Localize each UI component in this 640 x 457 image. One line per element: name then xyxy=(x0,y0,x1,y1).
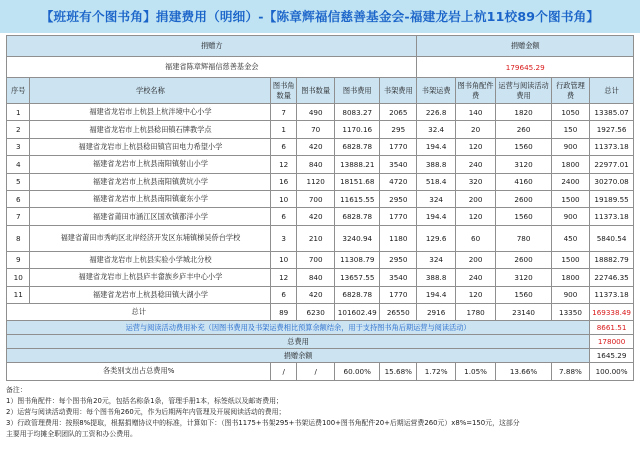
row-index: 9 xyxy=(7,251,30,268)
shelf-cost: 2950 xyxy=(380,251,417,268)
book-cost: 8083.27 xyxy=(335,104,380,121)
accessory-cost: 140 xyxy=(455,104,496,121)
ratio-value: / xyxy=(296,363,334,380)
shelf-shipping: 194.4 xyxy=(417,208,455,225)
donor-header: 捐赠方 xyxy=(7,36,417,57)
book-count: 490 xyxy=(296,104,334,121)
book-count: 420 xyxy=(296,286,334,303)
book-count: 1120 xyxy=(296,173,334,190)
book-cost: 6828.78 xyxy=(335,208,380,225)
admin-cost: 2400 xyxy=(551,173,589,190)
table-row xyxy=(7,138,634,155)
note-line: 备注： xyxy=(6,386,27,394)
donor-header-row xyxy=(7,36,634,57)
book-count: 420 xyxy=(296,208,334,225)
grand-total: 169338.49 xyxy=(590,303,634,320)
school-name: 福建省龙岩市上杭县稔田镇大湖小学 xyxy=(30,286,271,303)
admin-cost: 1500 xyxy=(551,251,589,268)
accessory-cost: 60 xyxy=(455,225,496,251)
table-row xyxy=(7,156,634,173)
corner-count: 6 xyxy=(271,138,297,155)
operation-cost: 2600 xyxy=(496,251,551,268)
table-row xyxy=(7,208,634,225)
school-name: 福建省龙岩市上杭县南阳镇射山小学 xyxy=(30,156,271,173)
row-total: 1927.56 xyxy=(590,121,634,138)
page-title: 【班班有个图书角】捐建费用（明细）-【陈章辉福信慈善基金会-福建龙岩上杭11校89个图书角】 xyxy=(0,0,640,33)
shelf-cost: 3540 xyxy=(380,156,417,173)
operation-cost: 3120 xyxy=(496,269,551,286)
col-book-count: 图书数量 xyxy=(296,78,334,104)
accessory-cost: 120 xyxy=(455,208,496,225)
corner-count: 12 xyxy=(271,269,297,286)
col-accessory-cost: 图书角配件费 xyxy=(455,78,496,104)
note-line: 2）运营与阅读活动费用：每个图书角260元，作为后期两年内管理及开展阅读活动的费用； xyxy=(6,408,286,417)
shelf-shipping: 32.4 xyxy=(417,121,455,138)
donation-balance-row xyxy=(7,349,634,363)
book-cost: 11308.79 xyxy=(335,251,380,268)
shelf-shipping: 388.8 xyxy=(417,156,455,173)
donation-balance-value: 1645.29 xyxy=(590,349,634,363)
note-line: 1）图书角配件：每个图书角20元，包括名称条1条，管理手册1本，标签纸以及邮寄费用； xyxy=(6,397,283,406)
row-index: 4 xyxy=(7,156,30,173)
book-count: 840 xyxy=(296,156,334,173)
row-index: 6 xyxy=(7,190,30,207)
amount-header: 捐赠金额 xyxy=(417,36,634,57)
notes xyxy=(6,385,634,440)
school-name: 福建省莆田市秀屿区北岸经济开发区东埔镇梯吴侨台学校 xyxy=(30,225,271,251)
operation-cost: 3120 xyxy=(496,156,551,173)
accessory-cost: 320 xyxy=(455,173,496,190)
col-book-cost: 图书费用 xyxy=(335,78,380,104)
accessory-cost: 240 xyxy=(455,156,496,173)
total-value: 26550 xyxy=(380,303,417,320)
book-count: 210 xyxy=(296,225,334,251)
col-admin-cost: 行政管理费 xyxy=(551,78,589,104)
row-total: 13385.07 xyxy=(590,104,634,121)
admin-cost: 1800 xyxy=(551,156,589,173)
col-corner-count: 图书角数量 xyxy=(271,78,297,104)
data-rows xyxy=(7,104,634,304)
ratio-value: 60.00% xyxy=(335,363,380,380)
row-total: 22977.01 xyxy=(590,156,634,173)
school-name: 福建省龙岩市上杭县南阳镇黄坑小学 xyxy=(30,173,271,190)
book-count: 700 xyxy=(296,190,334,207)
corner-count: 1 xyxy=(271,121,297,138)
corner-count: 6 xyxy=(271,208,297,225)
note-line: 主要用于均摊全职团队的工资和办公费用。 xyxy=(6,430,137,439)
col-index: 序号 xyxy=(7,78,30,104)
shelf-shipping: 226.8 xyxy=(417,104,455,121)
total-fee-row xyxy=(7,335,634,349)
expense-table xyxy=(6,35,634,381)
corner-count: 6 xyxy=(271,286,297,303)
row-total: 18882.79 xyxy=(590,251,634,268)
row-total: 19189.55 xyxy=(590,190,634,207)
operation-cost: 260 xyxy=(496,121,551,138)
shelf-shipping: 194.4 xyxy=(417,138,455,155)
admin-cost: 900 xyxy=(551,208,589,225)
shelf-cost: 1770 xyxy=(380,286,417,303)
corner-count: 3 xyxy=(271,225,297,251)
admin-cost: 900 xyxy=(551,138,589,155)
total-value: 6230 xyxy=(296,303,334,320)
ratio-value: 15.68% xyxy=(380,363,417,380)
row-total: 11373.18 xyxy=(590,138,634,155)
col-shelf-shipping: 书架运费 xyxy=(417,78,455,104)
accessory-cost: 200 xyxy=(455,251,496,268)
row-index: 2 xyxy=(7,121,30,138)
note-line: 3）行政管理费用：按照8%提取，根据捐赠协议中的标准，计算如下：（图书1175+书架295+书架运费100+图书角配件20+后期运营费260元）x8%=150元，这部分 xyxy=(6,419,520,428)
book-cost: 13888.21 xyxy=(335,156,380,173)
ratio-value: 7.88% xyxy=(551,363,589,380)
corner-count: 16 xyxy=(271,173,297,190)
row-index: 5 xyxy=(7,173,30,190)
shelf-shipping: 194.4 xyxy=(417,286,455,303)
total-row xyxy=(7,303,634,320)
shelf-cost: 3540 xyxy=(380,269,417,286)
table-row xyxy=(7,190,634,207)
book-cost: 3240.94 xyxy=(335,225,380,251)
donor-row xyxy=(7,57,634,78)
row-index: 8 xyxy=(7,225,30,251)
table-row xyxy=(7,173,634,190)
donation-amount: 179645.29 xyxy=(417,57,634,78)
operation-cost: 1560 xyxy=(496,286,551,303)
col-school: 学校名称 xyxy=(30,78,271,104)
book-count: 420 xyxy=(296,138,334,155)
shelf-cost: 1180 xyxy=(380,225,417,251)
donation-balance-label: 捐赠余额 xyxy=(7,349,590,363)
ratio-value: 100.00% xyxy=(590,363,634,380)
book-cost: 18151.68 xyxy=(335,173,380,190)
book-count: 700 xyxy=(296,251,334,268)
total-value: 89 xyxy=(271,303,297,320)
table-row xyxy=(7,286,634,303)
shelf-cost: 295 xyxy=(380,121,417,138)
ratio-row xyxy=(7,363,634,380)
accessory-cost: 20 xyxy=(455,121,496,138)
school-name: 福建省龙岩市上杭县庐丰畲族乡庐丰中心小学 xyxy=(30,269,271,286)
corner-count: 7 xyxy=(271,104,297,121)
school-name: 福建省龙岩市上杭县稔田镇石牌教学点 xyxy=(30,121,271,138)
row-index: 3 xyxy=(7,138,30,155)
school-name: 福建省龙岩市上杭县上杭泮境中心小学 xyxy=(30,104,271,121)
ratio-label: 各类别支出占总费用% xyxy=(7,363,271,380)
school-name: 福建省莆田市涵江区国欢镇都洋小学 xyxy=(30,208,271,225)
shelf-cost: 2950 xyxy=(380,190,417,207)
admin-cost: 150 xyxy=(551,121,589,138)
shelf-cost: 1770 xyxy=(380,138,417,155)
book-cost: 6828.78 xyxy=(335,286,380,303)
row-total: 11373.18 xyxy=(590,208,634,225)
ratio-value: 13.66% xyxy=(496,363,551,380)
row-total: 30270.08 xyxy=(590,173,634,190)
col-total: 总计 xyxy=(590,78,634,104)
accessory-cost: 200 xyxy=(455,190,496,207)
table-row xyxy=(7,269,634,286)
total-fee-label: 总费用 xyxy=(7,335,590,349)
accessory-cost: 240 xyxy=(455,269,496,286)
corner-count: 10 xyxy=(271,190,297,207)
book-count: 840 xyxy=(296,269,334,286)
ratio-value: 1.05% xyxy=(455,363,496,380)
book-cost: 11615.55 xyxy=(335,190,380,207)
operation-cost: 1560 xyxy=(496,208,551,225)
column-header-row xyxy=(7,78,634,104)
ratio-value: / xyxy=(271,363,297,380)
col-operation-cost: 运营与阅读活动费用 xyxy=(496,78,551,104)
total-value: 23140 xyxy=(496,303,551,320)
accessory-cost: 120 xyxy=(455,138,496,155)
corner-count: 10 xyxy=(271,251,297,268)
school-name: 福建省龙岩市上杭县实验小学城北分校 xyxy=(30,251,271,268)
book-count: 70 xyxy=(296,121,334,138)
school-name: 福建省龙岩市上杭县稔田镇官田电力希望小学 xyxy=(30,138,271,155)
operation-cost: 1820 xyxy=(496,104,551,121)
operation-cost: 4160 xyxy=(496,173,551,190)
row-total: 22746.35 xyxy=(590,269,634,286)
school-name: 福建省龙岩市上杭县南阳镇豪东小学 xyxy=(30,190,271,207)
row-index: 10 xyxy=(7,269,30,286)
admin-cost: 1800 xyxy=(551,269,589,286)
total-value: 2916 xyxy=(417,303,455,320)
book-cost: 13657.55 xyxy=(335,269,380,286)
shelf-cost: 2065 xyxy=(380,104,417,121)
admin-cost: 450 xyxy=(551,225,589,251)
shelf-cost: 4720 xyxy=(380,173,417,190)
corner-count: 12 xyxy=(271,156,297,173)
row-total: 11373.18 xyxy=(590,286,634,303)
donor-name: 福建省陈章辉福信慈善基金会 xyxy=(7,57,417,78)
shelf-shipping: 324 xyxy=(417,251,455,268)
total-value: 1780 xyxy=(455,303,496,320)
row-index: 1 xyxy=(7,104,30,121)
operation-cost: 780 xyxy=(496,225,551,251)
operation-cost: 2600 xyxy=(496,190,551,207)
admin-cost: 1050 xyxy=(551,104,589,121)
total-label: 总计 xyxy=(7,303,271,320)
total-value: 13350 xyxy=(551,303,589,320)
admin-cost: 1500 xyxy=(551,190,589,207)
ratio-value: 1.72% xyxy=(417,363,455,380)
shelf-shipping: 388.8 xyxy=(417,269,455,286)
operation-cost: 1560 xyxy=(496,138,551,155)
table-row xyxy=(7,104,634,121)
row-index: 11 xyxy=(7,286,30,303)
total-value: 101602.49 xyxy=(335,303,380,320)
table-row xyxy=(7,251,634,268)
admin-cost: 900 xyxy=(551,286,589,303)
supplement-label: 运营与阅读活动费用补充（因图书费用及书架运费相比预算余额结余，用于支持图书角后期运营与阅读活动） xyxy=(7,321,590,335)
book-cost: 1170.16 xyxy=(335,121,380,138)
supplement-value: 8661.51 xyxy=(590,321,634,335)
table-row xyxy=(7,225,634,251)
shelf-cost: 1770 xyxy=(380,208,417,225)
total-fee-value: 178000 xyxy=(590,335,634,349)
col-shelf-cost: 书架费用 xyxy=(380,78,417,104)
book-cost: 6828.78 xyxy=(335,138,380,155)
row-total: 5840.54 xyxy=(590,225,634,251)
shelf-shipping: 518.4 xyxy=(417,173,455,190)
supplement-row xyxy=(7,321,634,335)
shelf-shipping: 129.6 xyxy=(417,225,455,251)
shelf-shipping: 324 xyxy=(417,190,455,207)
accessory-cost: 120 xyxy=(455,286,496,303)
row-index: 7 xyxy=(7,208,30,225)
table-row xyxy=(7,121,634,138)
